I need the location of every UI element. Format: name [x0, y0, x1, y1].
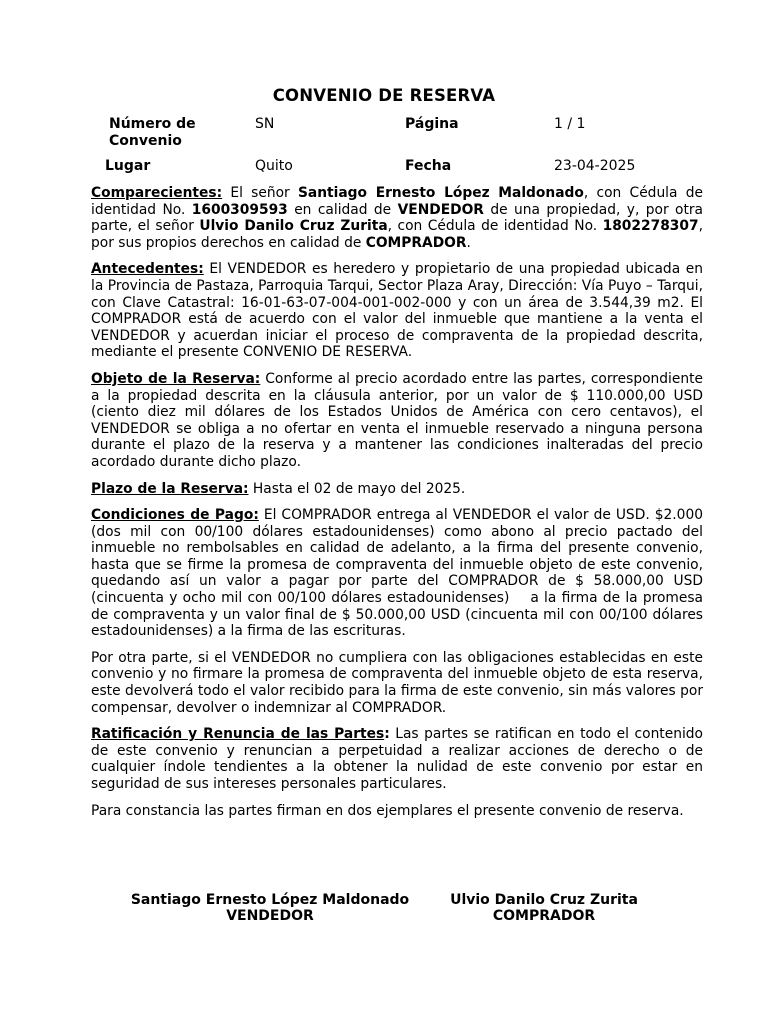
- signature-comprador: [440, 892, 648, 924]
- text-run: , con Cédula de identidad No.: [387, 218, 603, 235]
- clause-objeto: [91, 371, 703, 471]
- clause-heading: Plazo de la Reserva:: [91, 480, 249, 497]
- numero-value: SN: [255, 116, 275, 132]
- clause-heading: Objeto de la Reserva:: [91, 370, 261, 387]
- document-body: [91, 185, 708, 829]
- signature-name: Santiago Ernesto López Maldonado: [130, 892, 410, 908]
- text-run: , con Cédula de identidad No.: [91, 185, 703, 218]
- clause-otra-parte: [91, 650, 703, 716]
- fecha-label: Fecha: [405, 158, 452, 174]
- clause-constancia: [91, 803, 703, 820]
- vendedor-name: Santiago Ernesto López Maldonado: [297, 185, 584, 201]
- signature-name: Ulvio Danilo Cruz Zurita: [450, 892, 638, 908]
- clause-text: Por otra parte, si el VENDEDOR no cumpliera con las obligaciones establecidas en este convenio y no firmare la promesa de compraventa del inmueble objeto de esta reserva, este devolverá todo el valor recibido para la firma de este convenio, sin más valores por compensar, devolver o indemnizar al COMPRADOR.: [91, 649, 703, 716]
- comprador-name: Ulvio Danilo Cruz Zurita: [199, 218, 388, 235]
- text-run: en calidad de: [287, 201, 398, 218]
- heading-colon: :: [384, 726, 390, 743]
- clause-condiciones: [91, 507, 708, 640]
- clause-heading: Comparecientes:: [91, 185, 223, 201]
- clause-text: El COMPRADOR entrega al VENDEDOR el valor de USD. $2.000 (dos mil con 00/100 dólares estadounidenses) como abono al precio pactado del inmueble no rembolsables en calidad de adelanto, a la firma del presente convenio, hasta que se firme la promesa de compraventa del inmueble objeto de este convenio, quedando así un valor a pagar por parte del COMPRADOR de $ 58.000,00 USD (cincuenta y ocho mil con 00/100 dólares estadounidenses) a la firma de la promesa de compraventa y un valor final de $ 50.000,00 USD (cincuenta mil con 00/100 dólares estadounidenses) a la firma de las escrituras.: [91, 507, 708, 640]
- vendedor-role: VENDEDOR: [397, 201, 484, 218]
- clause-text: Hasta el 02 de mayo del 2025.: [248, 480, 466, 497]
- signature-role: COMPRADOR: [492, 908, 596, 924]
- clause-heading: Ratificación y Renuncia de las Partes: [91, 726, 385, 743]
- clause-text: Conforme al precio acordado entre las partes, correspondiente a la propiedad descrita en la cláusula anterior, por un valor de $ 110.000,00 USD (ciento diez mil dólares de los Estados Unidos de América con cero centavos), el VENDEDOR se obliga a no ofertar en venta el inmueble reservado a ninguna persona durante el plazo de la reserva y a mantener las condiciones inalteradas del precio acordado durante dicho plazo.: [91, 370, 703, 470]
- header-row-lugar: [91, 158, 711, 180]
- clause-heading: Antecedentes:: [91, 261, 204, 278]
- clause-comparecientes: [91, 185, 703, 251]
- comprador-role: COMPRADOR: [365, 234, 467, 251]
- clause-plazo: [91, 481, 703, 498]
- lugar-value: Quito: [255, 158, 293, 174]
- text-run: , por sus propios derechos en calidad de: [91, 218, 703, 251]
- text-run: .: [466, 234, 471, 251]
- pagina-label: Página: [405, 116, 459, 132]
- document-title: CONVENIO DE RESERVA: [272, 86, 496, 105]
- clause-text: Las partes se ratifican en todo el contenido de este convenio y renuncian a perpetuidad a realizar acciones de derecho o de cualquier índole tendientes a la obtener la nulidad de este convenio por estar en seguridad de sus intereses personales particulares.: [91, 726, 703, 792]
- clause-ratificacion: [91, 726, 703, 792]
- text-run: El señor: [222, 185, 298, 201]
- pagina-value: 1 / 1: [554, 116, 586, 132]
- numero-label: Número de Convenio: [109, 116, 196, 149]
- clause-text: El VENDEDOR es heredero y propietario de una propiedad ubicada en la Provincia de Pastaza, Parroquia Tarqui, Sector Plaza Aray, Dirección: Vía Puyo – Tarqui, con Clave Catastral: 16-01-63-07-004-001-002-000 y con un área de 3.544,39 m2. El COMPRADOR está de acuerdo con el valor del inmueble que mantiene a la venta el VENDEDOR y acuerdan iniciar el proceso de compraventa de la propiedad descrita, mediante el presente CONVENIO DE RESERVA.: [91, 261, 703, 361]
- header-table: [91, 116, 711, 180]
- clause-heading: Condiciones de Pago:: [91, 507, 259, 524]
- header-row-numero: [91, 116, 711, 158]
- clause-text: Para constancia las partes firman en dos ejemplares el presente convenio de reserva.: [91, 802, 684, 819]
- lugar-label: Lugar: [105, 158, 151, 174]
- vendedor-id: 1600309593: [191, 201, 288, 218]
- text-run: de una propiedad, y, por otra parte, el señor: [91, 201, 704, 235]
- signature-role: VENDEDOR: [226, 908, 314, 924]
- comprador-id: 1802278307: [602, 218, 699, 235]
- clause-antecedentes: [91, 261, 703, 361]
- signature-vendedor: [120, 892, 420, 924]
- fecha-value: 23-04-2025: [554, 158, 636, 174]
